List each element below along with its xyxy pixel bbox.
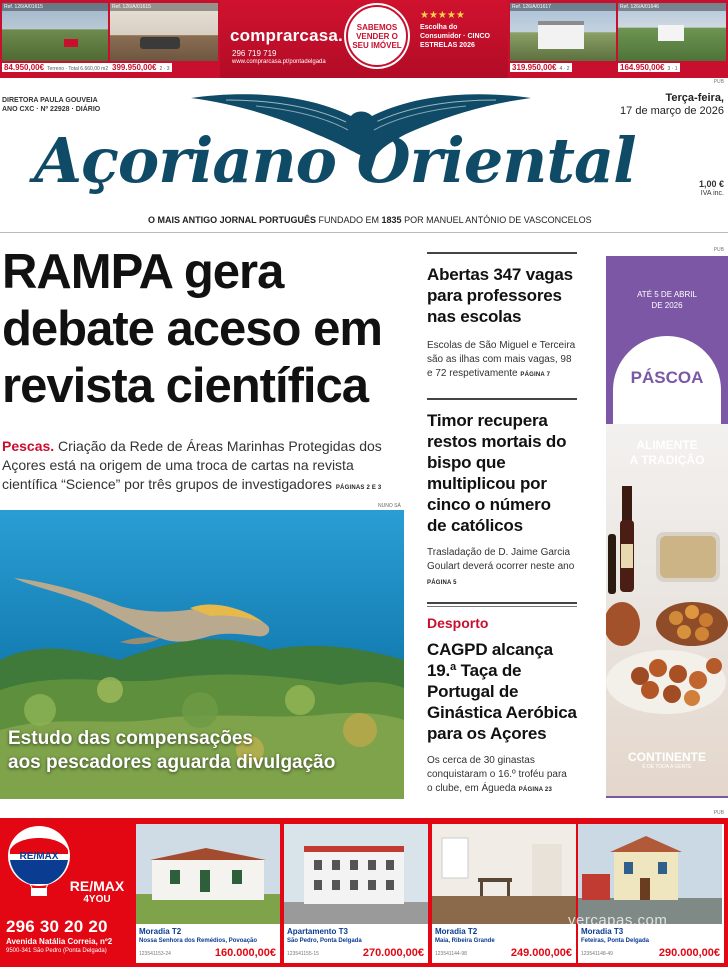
story-gymnastics-text: Os cerca de 30 ginastas conquistaram o 16.º troféu para o clube, em Águeda PÁGINA 23 <box>427 755 567 794</box>
ad-sign-icon <box>64 39 78 47</box>
newspaper-title-logo[interactable]: Açoriano Oriental <box>34 124 636 197</box>
photo-caption: Estudo das compensações aos pescadores aguarda divulgação <box>8 728 336 773</box>
listing-price: 160.000,00€ <box>214 947 276 959</box>
story-timor-page[interactable]: PÁGINA 5 <box>427 580 457 586</box>
ra-easter-badge: PÁSCOA <box>613 336 721 431</box>
listing-ref: 123541153-24 <box>139 951 171 957</box>
ad-seal-badge: SABEMOS VENDER O SEU IMÓVEL <box>346 5 408 67</box>
ad-website[interactable]: www.comprarcasa.pt/pontadelgada <box>232 59 326 65</box>
ra-brand-slogan: É DE TODA A GENTE <box>642 764 692 770</box>
listing-location: Nossa Senhora dos Remédios, Povoação <box>139 938 258 944</box>
column-divider <box>427 606 577 607</box>
listing-location: São Pedro, Ponta Delgada <box>287 938 362 944</box>
award-stars-icon: ★★★★★ <box>420 10 465 21</box>
remax-listing[interactable] <box>432 824 576 963</box>
story-teachers-title[interactable]: Abertas 347 vagas para professores nas escolas <box>427 265 573 326</box>
remax-panel[interactable] <box>0 818 134 967</box>
cover-price-vat: IVA inc. <box>700 190 724 197</box>
watermark-text: vercapas.com <box>568 912 668 929</box>
listing-price: 290.000,00€ <box>658 947 720 959</box>
story-gymnastics-title[interactable]: CAGPD alcança 19.ª Taça de Portugal de Ginástica Aeróbica para os Açores <box>427 640 577 743</box>
edition-date-text: 17 de março de 2026 <box>620 105 724 117</box>
remax-listing[interactable] <box>284 824 428 963</box>
cover-price <box>699 180 724 198</box>
ad-listing-photo-4[interactable] <box>618 3 726 61</box>
listing-photo <box>432 824 576 924</box>
story-teachers-text: Escolas de São Miguel e Terceira são as ilhas com mais vagas, 98 e 72 respetivamente PÁGINA 7 <box>427 340 576 379</box>
photo-credit: NUNO SÁ <box>378 503 401 509</box>
listing-ref: 123541148-49 <box>581 951 613 957</box>
ra-brand: CONTINENTE <box>628 750 706 764</box>
ad-phone: 296 719 719 <box>232 49 277 58</box>
ra-date: ATÉ 5 DE ABRIL DE 2026 <box>637 290 697 310</box>
story-teachers-page[interactable]: PÁGINA 7 <box>520 372 551 378</box>
story-gymnastics-page[interactable]: PÁGINA 23 <box>518 787 552 793</box>
ad-listing-price-1: 84.950,00€ Terreno · Total 6.660,00 m2 <box>4 63 109 72</box>
column-divider <box>427 252 577 254</box>
ad-sofa-icon <box>140 37 180 49</box>
listing-photo <box>578 824 722 924</box>
ad-listing-ref-4: Ref. 126/A/01646 <box>618 3 726 11</box>
ad-listing-price-3: 319.950,00€ 4 · 2 <box>512 63 570 72</box>
remax-listing[interactable] <box>136 824 280 963</box>
remax-balloon-brand: RE/MAX <box>19 851 59 862</box>
listing-photo <box>284 824 428 924</box>
story-timor-text: Trasladação de D. Jaime Garcia Goulart deverá ocorrer neste ano PÁGINA 5 <box>427 546 581 590</box>
ad-brand: comprarcasa. <box>230 26 343 45</box>
listing-location: Feteiras, Ponta Delgada <box>581 938 650 944</box>
ad-house-icon <box>658 25 684 41</box>
ad-listing-price-4: 164.950,00€ 3 · 1 <box>620 63 678 72</box>
edition-info: ANO CXC · Nº 22928 · DIÁRIO <box>2 106 101 113</box>
lead-summary-text: Criação da Rede de Áreas Marinhas Protegidas dos Açores está na origem de uma troca de cartas na revista científica “Science” por três grupos de investigadores <box>2 438 382 492</box>
remax-phone[interactable]: 296 30 20 20 <box>6 917 108 936</box>
pub-label-top: PUB <box>713 79 724 85</box>
ad-listing-photo-2[interactable] <box>110 3 218 61</box>
ad-house-icon <box>538 21 584 49</box>
listing-location: Maia, Ribeira Grande <box>435 938 495 944</box>
listing-ref: 123541144-98 <box>435 951 467 957</box>
column-divider <box>427 602 577 604</box>
listing-photo <box>136 824 280 924</box>
section-label-sport[interactable]: Desporto <box>427 615 489 631</box>
listing-type: Moradia T2 <box>139 927 182 936</box>
food-illustration <box>606 424 728 796</box>
story-timor-title[interactable]: Timor recupera restos mortais do bispo que multiplicou por cinco o número de católicos <box>427 411 567 535</box>
lead-headline[interactable]: RAMPA gera debate aceso em revista científica <box>2 245 382 413</box>
edition-date <box>620 92 724 118</box>
listing-type: Moradia T3 <box>581 927 624 936</box>
masthead-tagline: O MAIS ANTIGO JORNAL PORTUGUÊS FUNDADO EM 1835 POR MANUEL ANTÓNIO DE VASCONCELOS <box>148 215 592 225</box>
edition-weekday: Terça-feira, <box>665 92 724 104</box>
director-name: DIRETORA PAULA GOUVEIA <box>2 97 98 104</box>
listing-ref: 123541155-15 <box>287 951 319 957</box>
ad-center-panel[interactable] <box>220 0 508 78</box>
ra-slogan: ALIMENTE A TRADIÇÃO <box>629 438 705 467</box>
director-info <box>2 96 100 114</box>
lead-kicker: Pescas. <box>2 438 55 454</box>
remax-address: Avenida Natália Correia, nº2 <box>6 937 113 946</box>
listing-price: 270.000,00€ <box>362 947 424 959</box>
top-ad-banner[interactable] <box>0 0 728 78</box>
ad-listing-ref-2: Ref. 126/A/01615 <box>110 3 218 11</box>
listing-type: Moradia T2 <box>435 927 478 936</box>
ad-award: ★★★★★ Escolha do Consumidor · CINCO ESTRELAS 2026 <box>420 10 500 62</box>
ad-listing-price-2: 399.950,00€ 2 · 3 <box>112 63 170 72</box>
ra-food-photo <box>606 424 728 796</box>
remax-address-postal: 9500-341 São Pedro (Ponta Delgada) <box>6 948 107 954</box>
remax-listing[interactable] <box>578 824 724 963</box>
masthead-divider <box>0 232 728 233</box>
ad-listing-photo-3[interactable] <box>510 3 616 61</box>
remax-office-name: RE/MAX 4YOU <box>69 878 125 905</box>
pub-label-bottom: PUB <box>713 810 724 816</box>
listing-price: 249.000,00€ <box>510 947 572 959</box>
ad-listing-photo-1[interactable] <box>2 3 108 61</box>
lead-photo[interactable] <box>0 510 404 799</box>
listing-type: Apartamento T3 <box>287 927 348 936</box>
lead-summary <box>2 437 402 498</box>
ad-listing-ref-3: Ref. 126/A/01617 <box>510 3 616 11</box>
lead-page-ref[interactable]: PÁGINAS 2 E 3 <box>335 485 382 491</box>
bottom-ad-remax[interactable] <box>0 818 728 967</box>
column-divider <box>427 398 577 400</box>
right-ad-continente[interactable] <box>606 256 728 798</box>
cover-price-value: 1,00 € <box>698 179 724 189</box>
ad-listing-ref-1: Ref. 126/A/01615 <box>2 3 108 11</box>
pub-label-right: PUB <box>713 247 724 253</box>
